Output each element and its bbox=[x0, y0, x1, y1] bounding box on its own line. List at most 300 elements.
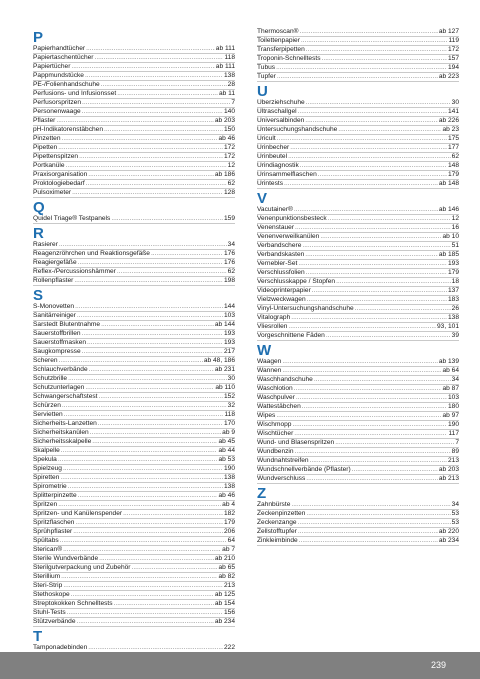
entry-page: 193 bbox=[223, 339, 235, 346]
entry-page: 34 bbox=[451, 376, 459, 383]
dot-leader bbox=[78, 259, 223, 267]
entry-term: Wischtücher bbox=[257, 430, 294, 437]
dot-leader bbox=[68, 483, 223, 491]
dot-leader bbox=[291, 501, 450, 509]
index-entry bbox=[257, 108, 459, 117]
index-entry bbox=[257, 180, 459, 189]
dot-leader bbox=[72, 189, 223, 197]
index-entry bbox=[257, 385, 459, 394]
index-entry bbox=[33, 618, 235, 627]
index-entry bbox=[33, 180, 235, 189]
index-entry bbox=[257, 457, 459, 466]
entry-term: Pulsoximeter bbox=[33, 189, 72, 196]
index-entry bbox=[33, 277, 235, 286]
dot-leader bbox=[284, 180, 438, 188]
entry-term: Wischmopp bbox=[257, 421, 292, 428]
entry-page: 7 bbox=[455, 439, 459, 446]
index-entry bbox=[33, 519, 235, 528]
index-entry bbox=[33, 456, 235, 465]
dot-leader bbox=[298, 528, 438, 536]
index-entry bbox=[33, 420, 235, 429]
entry-page: 62 bbox=[227, 268, 235, 275]
index-entry bbox=[33, 447, 235, 456]
entry-page: 18 bbox=[451, 278, 459, 285]
entry-term: Vliesrollen bbox=[257, 323, 288, 330]
entry-page: ab 111 bbox=[215, 63, 235, 70]
entry-term: Sauerstoffmasken bbox=[33, 339, 87, 346]
dot-leader bbox=[299, 537, 438, 545]
entry-page: 175 bbox=[447, 135, 459, 142]
section-letter: T bbox=[33, 628, 43, 645]
entry-term: Papiertücher bbox=[33, 63, 71, 70]
dot-leader bbox=[312, 287, 447, 295]
entry-page: 213 bbox=[447, 457, 459, 464]
dot-leader bbox=[355, 305, 451, 313]
entry-page: 89 bbox=[451, 448, 459, 455]
entry-term: Urinbecher bbox=[257, 144, 290, 151]
entry-term: Spiretten bbox=[33, 474, 60, 481]
entry-page: ab 111 bbox=[215, 45, 235, 52]
index-entry bbox=[257, 466, 459, 475]
section-letter: R bbox=[33, 225, 44, 242]
dot-leader bbox=[68, 375, 227, 383]
index-entry bbox=[33, 384, 235, 393]
dot-leader bbox=[326, 332, 451, 340]
dot-leader bbox=[117, 268, 227, 276]
entry-term: Waagen bbox=[257, 358, 282, 365]
dot-leader bbox=[62, 402, 227, 410]
entry-page: 182 bbox=[223, 510, 235, 517]
entry-term: Zeckenpinzetten bbox=[257, 510, 306, 517]
page-number: 239 bbox=[430, 660, 446, 670]
entry-term: Zellstofftupfer bbox=[257, 528, 297, 535]
index-entry bbox=[257, 296, 459, 305]
dot-leader bbox=[123, 510, 223, 518]
entry-term: Personenwaage bbox=[33, 108, 81, 115]
entry-term: Spekula bbox=[33, 456, 57, 463]
dot-leader bbox=[82, 99, 230, 107]
entry-page: 12 bbox=[227, 162, 235, 169]
index-entry bbox=[33, 108, 235, 117]
entry-term: S-Monovetten bbox=[33, 303, 75, 310]
dot-leader bbox=[277, 73, 438, 81]
index-section bbox=[257, 486, 459, 546]
entry-term: Urinbeutel bbox=[257, 153, 288, 160]
index-entry bbox=[33, 90, 235, 99]
entry-page: 190 bbox=[223, 465, 235, 472]
entry-page: 170 bbox=[223, 420, 235, 427]
index-entry bbox=[257, 421, 459, 430]
index-entry bbox=[33, 582, 235, 591]
entry-page: 53 bbox=[451, 510, 459, 517]
entry-term: Wundverschluss bbox=[257, 475, 306, 482]
index-entry bbox=[33, 600, 235, 609]
dot-leader bbox=[318, 171, 447, 179]
entry-term: Streptokokken Schnelltests bbox=[33, 600, 113, 607]
dot-leader bbox=[64, 411, 224, 419]
entry-page: 34 bbox=[227, 241, 235, 248]
entry-term: Wund- und Blasenspritzen bbox=[257, 439, 335, 446]
dot-leader bbox=[291, 314, 447, 322]
index-entry bbox=[257, 206, 459, 215]
entry-term: Reagiergefäße bbox=[33, 259, 77, 266]
index-entry bbox=[257, 99, 459, 108]
entry-term: Spritzen- und Kanülenspender bbox=[33, 510, 123, 517]
entry-page: ab 210 bbox=[214, 555, 235, 562]
index-column-left bbox=[33, 28, 235, 671]
dot-leader bbox=[58, 501, 221, 509]
entry-term: Sanitärreiniger bbox=[33, 312, 76, 319]
dot-leader bbox=[90, 429, 221, 437]
index-section bbox=[33, 226, 235, 286]
index-entry bbox=[33, 241, 235, 250]
entry-page: 222 bbox=[223, 644, 235, 651]
dot-leader bbox=[292, 421, 447, 429]
index-entry bbox=[257, 287, 459, 296]
entry-page: ab 125 bbox=[214, 591, 235, 598]
entry-term: Schlauchverbände bbox=[33, 366, 88, 373]
entry-page: 190 bbox=[447, 421, 459, 428]
index-entry bbox=[257, 215, 459, 224]
index-entry bbox=[33, 45, 235, 54]
entry-term: Thermoscan® bbox=[257, 28, 299, 35]
dot-leader bbox=[288, 153, 451, 161]
entry-term: Sterile Wundverbände bbox=[33, 555, 99, 562]
dot-leader bbox=[282, 367, 441, 375]
entry-page: ab 44 bbox=[218, 447, 235, 454]
entry-page: 93, 101 bbox=[437, 323, 459, 330]
index-entry bbox=[33, 429, 235, 438]
dot-leader bbox=[99, 393, 223, 401]
dot-leader bbox=[101, 321, 214, 329]
entry-page: ab 65 bbox=[218, 564, 235, 571]
entry-page: 30 bbox=[227, 375, 235, 382]
index-entry bbox=[257, 73, 459, 82]
entry-term: Vinyl-Untersuchungshandschuhe bbox=[257, 305, 354, 312]
entry-term: Wipes bbox=[257, 412, 276, 419]
index-entry bbox=[33, 474, 235, 483]
entry-page: ab 185 bbox=[438, 251, 459, 258]
entry-term: Pipettenspitzen bbox=[33, 153, 79, 160]
entry-page: 51 bbox=[451, 242, 459, 249]
entry-page: 62 bbox=[227, 180, 235, 187]
dot-leader bbox=[314, 376, 451, 384]
entry-term: Skalpelle bbox=[33, 447, 60, 454]
entry-page: ab 9 bbox=[222, 429, 235, 436]
index-entry bbox=[33, 609, 235, 618]
entry-page: 193 bbox=[447, 260, 459, 267]
index-entry bbox=[33, 375, 235, 384]
index-entry bbox=[33, 303, 235, 312]
index-entry bbox=[33, 126, 235, 135]
entry-term: Vorgeschnittene Fäden bbox=[257, 332, 325, 339]
entry-page: 141 bbox=[447, 108, 459, 115]
section-letter: W bbox=[257, 342, 272, 359]
entry-page: ab 213 bbox=[438, 475, 459, 482]
entry-term: Stützverbände bbox=[33, 618, 76, 625]
entry-term: Wattestäbchen bbox=[257, 403, 301, 410]
dot-leader bbox=[71, 63, 214, 71]
index-column-right bbox=[257, 28, 459, 546]
entry-term: Proktologiebedarf bbox=[33, 180, 85, 187]
index-entry bbox=[257, 260, 459, 269]
index-entry bbox=[257, 242, 459, 251]
entry-term: Schürzen bbox=[33, 402, 61, 409]
entry-page: 152 bbox=[223, 393, 235, 400]
dot-leader bbox=[99, 555, 214, 563]
entry-page: 172 bbox=[223, 153, 235, 160]
entry-term: Verbandskasten bbox=[257, 251, 305, 258]
dot-leader bbox=[88, 644, 223, 652]
index-entry bbox=[257, 323, 459, 332]
page-footer bbox=[0, 652, 480, 679]
entry-page: ab 46 bbox=[218, 492, 235, 499]
index-entry bbox=[33, 438, 235, 447]
entry-page: 150 bbox=[223, 126, 235, 133]
entry-page: ab 234 bbox=[438, 537, 459, 544]
index-entry bbox=[33, 501, 235, 510]
entry-page: 103 bbox=[447, 394, 459, 401]
dot-leader bbox=[305, 251, 438, 259]
entry-page: 148 bbox=[447, 162, 459, 169]
entry-term: Perfusorspritzen bbox=[33, 99, 82, 106]
entry-page: 213 bbox=[223, 582, 235, 589]
index-entry bbox=[257, 510, 459, 519]
index-entry bbox=[33, 393, 235, 402]
index-entry bbox=[257, 251, 459, 260]
entry-page: ab 220 bbox=[438, 528, 459, 535]
entry-term: Sicherheits-Lanzetten bbox=[33, 420, 97, 427]
index-section bbox=[257, 84, 459, 189]
index-entry bbox=[257, 64, 459, 73]
dot-leader bbox=[85, 384, 214, 392]
entry-term: Pflaster bbox=[33, 117, 56, 124]
index-entry bbox=[33, 573, 235, 582]
entry-page: 179 bbox=[447, 171, 459, 178]
dot-leader bbox=[59, 357, 203, 365]
dot-leader bbox=[306, 269, 447, 277]
entry-term: Spritzflaschen bbox=[33, 519, 75, 526]
entry-term: Wundnahtstreifen bbox=[257, 457, 309, 464]
entry-page: ab 231 bbox=[214, 366, 235, 373]
index-entry bbox=[33, 483, 235, 492]
dot-leader bbox=[77, 312, 223, 320]
index-entry bbox=[257, 332, 459, 341]
dot-leader bbox=[290, 144, 447, 152]
entry-page: 118 bbox=[224, 54, 235, 61]
dot-leader bbox=[300, 162, 447, 170]
index-entry bbox=[33, 330, 235, 339]
entry-term: Steri-Strip bbox=[33, 582, 63, 589]
entry-term: Wannen bbox=[257, 367, 282, 374]
entry-term: Saugkompresse bbox=[33, 348, 81, 355]
dot-leader bbox=[114, 600, 214, 608]
index-entry bbox=[257, 430, 459, 439]
index-entry bbox=[33, 268, 235, 277]
entry-page: ab 186 bbox=[214, 171, 235, 178]
index-entry bbox=[33, 153, 235, 162]
entry-page: ab 203 bbox=[438, 466, 459, 473]
index-entry bbox=[257, 117, 459, 126]
entry-term: Sterican® bbox=[33, 546, 63, 553]
entry-term: Schwangerschaftstest bbox=[33, 393, 98, 400]
index-entry bbox=[257, 278, 459, 287]
entry-term: Wundschnellverbände (Pflaster) bbox=[257, 466, 351, 473]
index-entry bbox=[257, 314, 459, 323]
dot-leader bbox=[86, 45, 215, 53]
dot-leader bbox=[294, 385, 442, 393]
entry-page: 138 bbox=[223, 483, 235, 490]
index-entry bbox=[257, 412, 459, 421]
dot-leader bbox=[336, 278, 451, 286]
index-entry bbox=[33, 72, 235, 81]
entry-term: Vernebler-Set bbox=[257, 260, 298, 267]
entry-term: Sprühpflaster bbox=[33, 528, 73, 535]
index-section bbox=[257, 28, 459, 82]
entry-term: Praxisorganisation bbox=[33, 171, 88, 178]
index-entry bbox=[33, 321, 235, 330]
entry-term: Waschhandschuhe bbox=[257, 376, 313, 383]
index-entry bbox=[257, 448, 459, 457]
entry-term: Pinzetten bbox=[33, 135, 61, 142]
entry-page: 39 bbox=[451, 332, 459, 339]
entry-page: 128 bbox=[223, 189, 235, 196]
entry-term: Spritzen bbox=[33, 501, 58, 508]
dot-leader bbox=[301, 37, 448, 45]
dot-leader bbox=[88, 171, 214, 179]
entry-page: 137 bbox=[447, 287, 459, 294]
entry-term: Portkanüle bbox=[33, 162, 65, 169]
index-entry bbox=[33, 411, 235, 420]
entry-term: Sterilgutverpackung und Zubehör bbox=[33, 564, 131, 571]
entry-page: 183 bbox=[447, 296, 459, 303]
dot-leader bbox=[98, 420, 223, 428]
dot-leader bbox=[73, 528, 223, 536]
entry-page: 180 bbox=[447, 403, 459, 410]
dot-leader bbox=[306, 46, 447, 54]
entry-page: 177 bbox=[447, 144, 459, 151]
entry-term: Papierhandtücher bbox=[33, 45, 86, 52]
dot-leader bbox=[306, 475, 438, 483]
section-letter: V bbox=[257, 190, 268, 207]
index-entry bbox=[257, 224, 459, 233]
entry-term: Videoprinterpapier bbox=[257, 287, 311, 294]
dot-leader bbox=[117, 90, 218, 98]
index-entry bbox=[33, 528, 235, 537]
index-entry bbox=[33, 402, 235, 411]
index-entry bbox=[33, 537, 235, 546]
index-entry bbox=[257, 519, 459, 528]
index-entry bbox=[257, 37, 459, 46]
index-entry bbox=[33, 357, 235, 366]
dot-leader bbox=[87, 339, 223, 347]
index-entry bbox=[33, 144, 235, 153]
entry-term: Sicherheitskanülen bbox=[33, 429, 89, 436]
index-entry bbox=[33, 492, 235, 501]
entry-term: Venenstauer bbox=[257, 224, 295, 231]
dot-leader bbox=[82, 330, 223, 338]
index-entry bbox=[33, 215, 235, 224]
entry-page: 206 bbox=[223, 528, 235, 535]
entry-term: Schutzunterlagen bbox=[33, 384, 85, 391]
dot-leader bbox=[277, 135, 447, 143]
entry-page: ab 46 bbox=[218, 135, 235, 142]
entry-term: Venenverweilkanülen bbox=[257, 233, 320, 240]
entry-term: Verbandschere bbox=[257, 242, 302, 249]
dot-leader bbox=[78, 492, 218, 500]
entry-page: ab 203 bbox=[214, 117, 235, 124]
entry-term: Verschlusskappe / Stopfen bbox=[257, 278, 336, 285]
dot-leader bbox=[82, 348, 223, 356]
entry-term: Perfusions- und Infusionsset bbox=[33, 90, 117, 97]
index-entry bbox=[257, 501, 459, 510]
dot-leader bbox=[59, 241, 227, 249]
entry-page: 217 bbox=[223, 348, 235, 355]
index-section bbox=[33, 200, 235, 224]
dot-leader bbox=[298, 519, 451, 527]
entry-term: Stuhl-Tests bbox=[33, 609, 66, 616]
entry-term: Waschlotion bbox=[257, 385, 293, 392]
entry-term: Sterillium bbox=[33, 573, 61, 580]
section-letter: U bbox=[257, 83, 268, 100]
dot-leader bbox=[276, 412, 441, 420]
dot-leader bbox=[66, 162, 227, 170]
entry-term: Quidel Triage® Testpanels bbox=[33, 215, 111, 222]
entry-page: 172 bbox=[223, 144, 235, 151]
entry-page: ab 148 bbox=[438, 180, 459, 187]
entry-page: ab 154 bbox=[214, 600, 235, 607]
index-entry bbox=[257, 439, 459, 448]
dot-leader bbox=[61, 447, 218, 455]
index-entry bbox=[257, 135, 459, 144]
index-entry bbox=[33, 348, 235, 357]
section-letter: S bbox=[33, 287, 44, 304]
index-entry bbox=[33, 63, 235, 72]
dot-leader bbox=[295, 448, 451, 456]
entry-term: Reagenzröhrchen und Reaktionsgefäße bbox=[33, 250, 150, 257]
index-entry bbox=[257, 233, 459, 242]
dot-leader bbox=[63, 546, 221, 554]
entry-term: Rasierer bbox=[33, 241, 58, 248]
entry-term: Tubus bbox=[257, 64, 276, 71]
entry-term: Verschlussfolien bbox=[257, 269, 305, 276]
dot-leader bbox=[111, 215, 223, 223]
index-entry bbox=[257, 153, 459, 162]
dot-leader bbox=[58, 144, 223, 152]
index-entry bbox=[33, 171, 235, 180]
index-entry bbox=[257, 305, 459, 314]
dot-leader bbox=[151, 250, 223, 258]
entry-page: ab 53 bbox=[218, 456, 235, 463]
dot-leader bbox=[307, 296, 447, 304]
entry-page: ab 11 bbox=[218, 90, 235, 97]
index-entry bbox=[33, 312, 235, 321]
dot-leader bbox=[302, 403, 447, 411]
entry-page: ab 7 bbox=[222, 546, 235, 553]
entry-page: 7 bbox=[231, 99, 235, 106]
index-entry bbox=[257, 394, 459, 403]
index-entry bbox=[257, 528, 459, 537]
entry-term: Transferpipetten bbox=[257, 46, 305, 53]
dot-leader bbox=[338, 126, 441, 134]
entry-page: 172 bbox=[447, 46, 459, 53]
index-entry bbox=[33, 54, 235, 63]
entry-term: PE-/Folienhandschuhe bbox=[33, 81, 100, 88]
entry-term: Zeckenzange bbox=[257, 519, 297, 526]
index-entry bbox=[33, 465, 235, 474]
dot-leader bbox=[85, 72, 223, 80]
entry-term: Waschpulver bbox=[257, 394, 295, 401]
